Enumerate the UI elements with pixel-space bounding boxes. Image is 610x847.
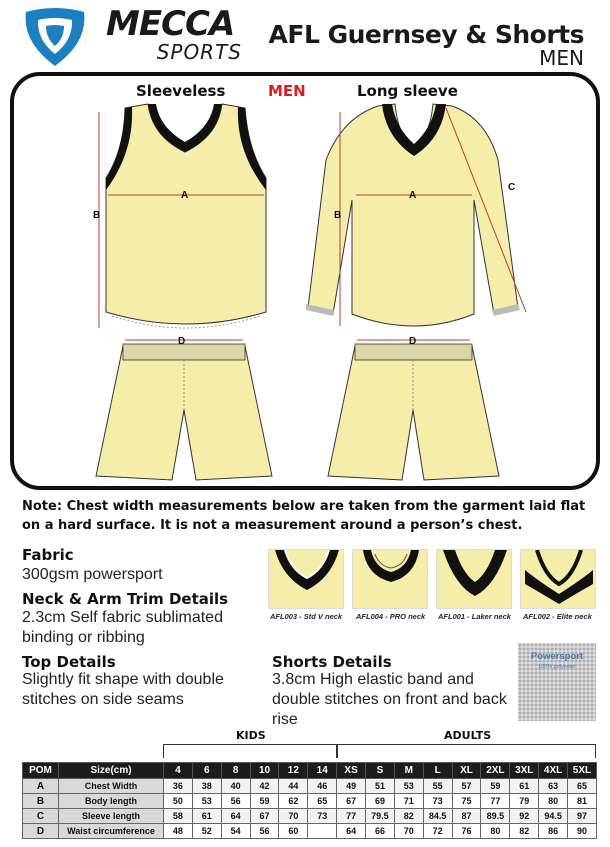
table-row — [23, 824, 597, 839]
table-cell: 67 — [250, 809, 279, 824]
table-cell: 94.5 — [539, 809, 568, 824]
table-cell: 92 — [510, 809, 539, 824]
size-chart-header-row — [23, 763, 597, 779]
table-cell: 50 — [164, 794, 193, 809]
neckline-laker-thumbnail — [436, 549, 512, 609]
table-cell: 77 — [481, 794, 510, 809]
table-cell: 77 — [337, 809, 366, 824]
top-details-heading: Top Details — [22, 653, 116, 671]
table-cell: 40 — [221, 779, 250, 794]
table-cell: 42 — [250, 779, 279, 794]
pom-code: B — [23, 794, 59, 809]
shorts-details-body: 3.8cm High elastic band and double stitches on front and back rise — [272, 671, 507, 728]
header-size: 8 — [221, 763, 250, 779]
neckline-caption-elite: AFL002 - Elite neck — [523, 612, 592, 621]
table-cell: 61 — [192, 809, 221, 824]
powersport-fabric-swatch — [518, 643, 596, 721]
table-cell: 59 — [481, 779, 510, 794]
table-cell: 65 — [568, 779, 597, 794]
table-cell: 36 — [164, 779, 193, 794]
table-cell: 56 — [221, 794, 250, 809]
table-row — [23, 809, 597, 824]
table-cell: 90 — [568, 824, 597, 839]
table-cell: 79 — [510, 794, 539, 809]
table-cell: 72 — [423, 824, 452, 839]
shorts-details-heading: Shorts Details — [272, 653, 392, 671]
table-cell: 82 — [394, 809, 423, 824]
brand-sub: SPORTS — [156, 40, 242, 64]
table-cell: 58 — [164, 809, 193, 824]
sleeveless-guernsey — [106, 104, 266, 328]
header-size: 6 — [192, 763, 221, 779]
adults-group-label: ADULTS — [444, 729, 492, 742]
neckline-pro-thumbnail — [352, 549, 428, 609]
table-cell: 73 — [423, 794, 452, 809]
size-chart-table — [22, 762, 597, 839]
table-row — [23, 794, 597, 809]
header-size: 12 — [279, 763, 308, 779]
kids-bracket — [163, 744, 337, 758]
table-cell: 38 — [192, 779, 221, 794]
table-cell: 53 — [192, 794, 221, 809]
table-cell: 97 — [568, 809, 597, 824]
page-subtitle: MEN — [539, 46, 584, 70]
header-size: L — [423, 763, 452, 779]
table-cell: 64 — [221, 809, 250, 824]
neckline-caption-laker: AFL001 - Laker neck — [438, 612, 511, 621]
table-cell: 60 — [279, 824, 308, 839]
neck-trim-heading: Neck & Arm Trim Details — [22, 590, 229, 608]
neckline-std-v-thumbnail — [268, 549, 344, 609]
long-sleeve-measure-a-label: A — [409, 190, 417, 201]
neckline-elite-thumbnail — [520, 549, 596, 609]
table-cell: 76 — [452, 824, 481, 839]
table-cell: 75 — [452, 794, 481, 809]
sleeveless-measure-b-label: B — [93, 210, 101, 221]
header-size: XL — [452, 763, 481, 779]
header-size: 4XL — [539, 763, 568, 779]
table-cell: 63 — [539, 779, 568, 794]
measurement-label: Sleeve length — [59, 809, 164, 824]
long-sleeve-label: Long sleeve — [357, 82, 458, 100]
header-size: S — [366, 763, 395, 779]
table-cell: 70 — [279, 809, 308, 824]
table-cell: 73 — [308, 809, 337, 824]
neckline-caption-std-v: AFL003 - Std V neck — [270, 612, 343, 621]
table-cell: 62 — [279, 794, 308, 809]
table-cell: 79.5 — [366, 809, 395, 824]
table-cell: 52 — [192, 824, 221, 839]
table-cell: 57 — [452, 779, 481, 794]
table-cell: 44 — [279, 779, 308, 794]
header-size: 14 — [308, 763, 337, 779]
kids-group-label: KIDS — [236, 729, 266, 742]
table-cell: 67 — [337, 794, 366, 809]
table-cell: 84.5 — [423, 809, 452, 824]
table-cell: 46 — [308, 779, 337, 794]
table-cell: 80 — [539, 794, 568, 809]
long-sleeve-measure-c-label: C — [508, 182, 516, 193]
sleeveless-measure-a-label: A — [181, 190, 189, 201]
header-size-cm: Size(cm) — [59, 763, 164, 779]
table-cell: 70 — [394, 824, 423, 839]
header-pom: POM — [23, 763, 59, 779]
neck-trim-body: 2.3cm Self fabric sublimated binding or ribbing — [22, 609, 223, 646]
table-cell: 87 — [452, 809, 481, 824]
fabric-heading: Fabric — [22, 546, 74, 564]
table-cell: 86 — [539, 824, 568, 839]
table-cell: 69 — [366, 794, 395, 809]
table-cell: 82 — [510, 824, 539, 839]
shorts-right-measure-d-label: D — [409, 336, 417, 347]
adults-bracket — [337, 744, 596, 758]
page-title: AFL Guernsey & Shorts — [268, 20, 584, 49]
table-cell: 53 — [394, 779, 423, 794]
swatch-subtitle: 100% polyester — [538, 664, 576, 670]
table-cell: 81 — [568, 794, 597, 809]
table-cell: 71 — [394, 794, 423, 809]
table-cell: 48 — [164, 824, 193, 839]
table-cell: 59 — [250, 794, 279, 809]
table-cell: 89.5 — [481, 809, 510, 824]
table-cell: 56 — [250, 824, 279, 839]
table-cell: 66 — [366, 824, 395, 839]
header-size: 3XL — [510, 763, 539, 779]
table-cell: 51 — [366, 779, 395, 794]
header-size: 5XL — [568, 763, 597, 779]
neckline-caption-pro: AFL004 - PRO neck — [356, 612, 426, 621]
header-size: M — [394, 763, 423, 779]
header-size: 4 — [164, 763, 193, 779]
table-row — [23, 779, 597, 794]
header-size: 2XL — [481, 763, 510, 779]
table-cell: 49 — [337, 779, 366, 794]
measurement-note: Note: Chest width measurements below are taken from the garment laid flat on a hard surface. It is not a measurement around a person’s chest. — [22, 499, 586, 533]
long-sleeve-measure-b-label: B — [334, 210, 342, 221]
table-cell: 54 — [221, 824, 250, 839]
pom-code: D — [23, 824, 59, 839]
shorts-left-measure-d-label: D — [178, 336, 186, 347]
swatch-title: Powersport — [530, 651, 584, 662]
table-cell: 61 — [510, 779, 539, 794]
measurement-label: Chest Width — [59, 779, 164, 794]
sleeveless-label: Sleeveless — [136, 82, 226, 100]
measurement-label: Body length — [59, 794, 164, 809]
measurement-label: Waist circumference — [59, 824, 164, 839]
pom-code: A — [23, 779, 59, 794]
brand-name: MECCA — [106, 4, 235, 44]
table-cell: 80 — [481, 824, 510, 839]
shorts-right — [328, 340, 499, 480]
top-details-body: Slightly fit shape with double stitches on side seams — [22, 671, 224, 708]
table-cell: 65 — [308, 794, 337, 809]
pom-code: C — [23, 809, 59, 824]
shorts-left — [96, 340, 272, 480]
fabric-body: 300gsm powersport — [22, 566, 163, 583]
men-label: MEN — [268, 82, 306, 100]
table-cell: 64 — [337, 824, 366, 839]
header-size: XS — [337, 763, 366, 779]
header-size: 10 — [250, 763, 279, 779]
table-cell — [308, 824, 337, 839]
table-cell: 55 — [423, 779, 452, 794]
